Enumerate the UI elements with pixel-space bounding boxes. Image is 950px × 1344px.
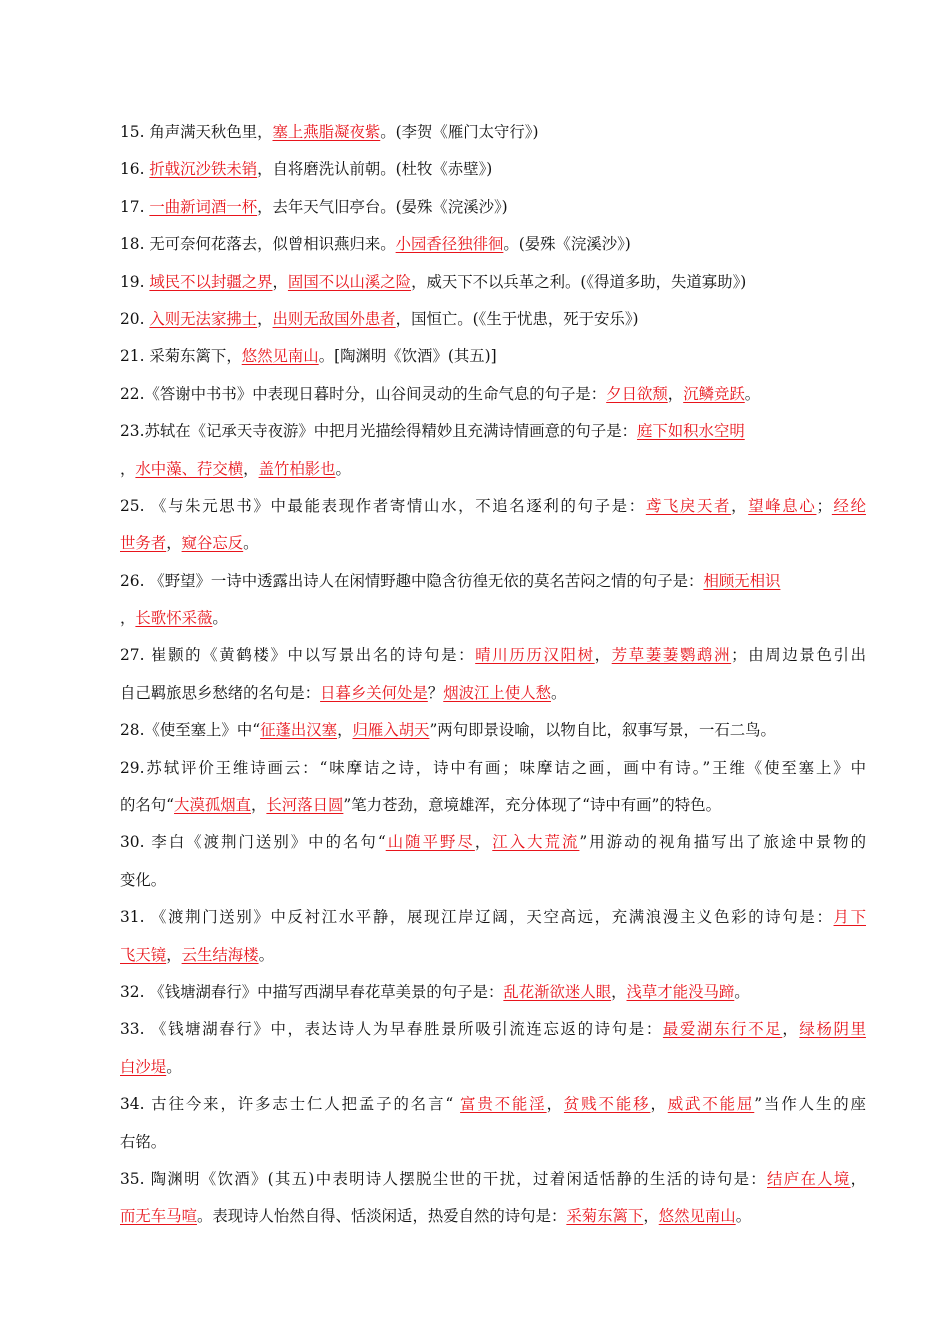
answer-text: 悠然见南山 <box>658 1207 736 1226</box>
text-line <box>120 675 866 712</box>
body-text: 变化。 <box>120 870 167 889</box>
body-text: ，国恒亡。(《生于忧患，死于安乐》) <box>395 309 639 328</box>
body-text: 的名句“ <box>120 796 175 815</box>
answer-text: 入则无法家拂士 <box>149 309 258 328</box>
body-text: 22.《答谢中书书》中表现日暮时分，山谷间灵动的生命气息的句子是： <box>120 384 607 403</box>
answer-text: 窥谷忘反 <box>181 534 244 553</box>
body-text: ，威天下不以兵革之利。(《得道多助，失道寡助》) <box>411 272 747 291</box>
answer-text: 折戟沉沙铁未销 <box>149 160 258 179</box>
answer-text: 白沙堤 <box>120 1057 167 1076</box>
answer-text: 沉鳞竞跃 <box>683 384 745 403</box>
answer-text: 乱花渐欲迷人眼 <box>503 982 612 1001</box>
answer-text: 出则无敌国外患者 <box>272 309 396 328</box>
text-line <box>120 114 866 151</box>
body-text: 23.苏轼在《记承天寺夜游》中把月光描绘得精妙且充满诗情画意的句子是： <box>120 422 637 441</box>
body-text: ”笔力苍劲，意境雄浑，充分体现了“诗中有画”的特色。 <box>343 796 721 815</box>
answer-text: 长河落日圆 <box>266 796 344 815</box>
body-text: 30. 李白《渡荆门送别》中的名句“ <box>120 833 386 852</box>
answer-text: 相顾无相识 <box>703 571 781 590</box>
answer-text: 水中藻、荇交横 <box>135 459 244 478</box>
answer-text: 鸢飞戾天者 <box>645 496 732 515</box>
text-line <box>120 1198 866 1235</box>
body-text: 32. 《钱塘湖春行》中描写西湖早春花草美景的句子是： <box>120 982 504 1001</box>
body-text: ，自将磨洗认前朝。(杜牧《赤壁》) <box>257 160 493 179</box>
body-text: 。 <box>335 459 351 478</box>
body-text: ， <box>120 609 136 628</box>
answer-text: 征蓬出汉塞 <box>260 721 338 740</box>
body-text: 17. <box>120 197 150 216</box>
body-text: ”两句即景设喻，以物自比，叙事写景，一石二鸟。 <box>429 721 776 740</box>
answer-text: 飞天镜 <box>120 945 167 964</box>
body-text: 19. <box>120 272 150 291</box>
body-text: 26. 《野望》一诗中透露出诗人在闲情野趣中隐含彷徨无依的莫名苦闷之情的句子是： <box>120 571 704 590</box>
answer-text: 夕日欲颓 <box>606 384 668 403</box>
text-line <box>120 712 866 749</box>
body-text: 18. 无可奈何花落去，似曾相识燕归来。 <box>120 235 396 254</box>
body-text: ， <box>731 496 749 515</box>
answer-text: 采菊东篱下 <box>566 1207 644 1226</box>
text-line <box>120 937 866 974</box>
body-text: 28.《使至塞上》中“ <box>120 721 261 740</box>
answer-text: 经纶 <box>831 496 866 515</box>
body-text: 。[陶渊明《饮酒》(其五)] <box>318 347 497 366</box>
text-line <box>120 750 866 787</box>
answer-text: 结庐在人境 <box>767 1169 851 1188</box>
answer-text: 浅草才能没马蹄 <box>626 982 735 1001</box>
answer-text: 云生结海楼 <box>181 945 259 964</box>
answer-text: 归雁入胡天 <box>352 721 430 740</box>
body-text: ， <box>166 534 182 553</box>
body-text: ， <box>546 1095 564 1114</box>
answer-text: 庭下如积水空明 <box>636 422 745 441</box>
answer-text: 望峰息心 <box>748 496 817 515</box>
body-text: ；由周边景色引出 <box>731 646 866 665</box>
text-line <box>120 451 866 488</box>
body-text: 。(李贺《雁门太守行》) <box>380 123 539 141</box>
text-line <box>120 264 866 301</box>
body-text: 。 <box>243 534 259 553</box>
answer-text: 小园香径独徘徊 <box>395 235 504 254</box>
body-text: ，去年天气旧亭台。(晏殊《浣溪沙》) <box>257 197 508 216</box>
body-text: ， <box>272 272 288 291</box>
body-text: 35. 陶渊明《饮酒》(其五)中表明诗人摆脱尘世的干扰，过着闲适恬静的生活的诗句是： <box>120 1169 768 1188</box>
answer-text: 域民不以封疆之界 <box>149 272 273 291</box>
text-line <box>120 563 866 600</box>
body-text: ， <box>243 459 259 478</box>
body-text: 27. 崔颢的《黄鹤楼》中以写景出名的诗句是： <box>120 646 476 665</box>
text-line <box>120 637 866 674</box>
body-text: 。 <box>735 1207 752 1226</box>
text-line <box>120 1124 866 1161</box>
document-body <box>120 114 866 1236</box>
answer-text: 富贵不能淫 <box>460 1095 547 1114</box>
text-line <box>120 600 866 637</box>
text-line <box>120 525 866 562</box>
body-text: ， <box>643 1207 659 1226</box>
body-text: ， <box>594 646 612 665</box>
answer-text: 月下 <box>833 908 866 927</box>
body-text: ， <box>782 1020 800 1039</box>
body-text: ， <box>120 459 136 478</box>
answer-text: 而无车马喧 <box>120 1207 197 1226</box>
answer-text: 绿杨阴里 <box>799 1020 866 1039</box>
body-text: ， <box>474 833 493 852</box>
text-line <box>120 413 866 450</box>
body-text: ； <box>816 496 832 515</box>
text-line <box>120 1086 866 1123</box>
text-line <box>120 226 866 263</box>
answer-text: 一曲新词酒一杯 <box>149 197 258 216</box>
body-text: 29.苏轼评价王维诗画云：“味摩诘之诗，诗中有画；味摩诘之画，画中有诗。”王维《使至塞上》中 <box>120 758 866 777</box>
answer-text: 大漠孤烟直 <box>174 796 252 815</box>
body-text: 。 <box>551 683 567 702</box>
body-text: 。 <box>744 384 761 403</box>
body-text: ？ <box>427 683 444 702</box>
text-line <box>120 787 866 824</box>
body-text: 25. 《与朱元思书》中最能表现作者寄情山水，不追名逐利的句子是： <box>120 496 646 515</box>
body-text: ， <box>667 384 684 403</box>
body-text: ， <box>611 982 627 1001</box>
body-text: ， <box>251 796 267 815</box>
text-line <box>120 824 866 861</box>
body-text: ， <box>257 309 273 328</box>
answer-text: 贫贱不能移 <box>563 1095 651 1114</box>
body-text: ”用游动的视角描写出了旅途中景物的 <box>579 833 866 852</box>
text-line <box>120 301 866 338</box>
text-line <box>120 1049 866 1086</box>
text-line <box>120 974 866 1011</box>
body-text: 。(晏殊《浣溪沙》) <box>503 235 631 254</box>
text-line <box>120 1011 866 1048</box>
body-text: 16. <box>120 160 150 179</box>
text-line <box>120 488 866 525</box>
body-text: 。 <box>734 982 750 1001</box>
text-line <box>120 862 866 899</box>
body-text: ”当作人生的座 <box>754 1095 866 1114</box>
text-line <box>120 189 866 226</box>
answer-text: 世务者 <box>120 534 167 553</box>
answer-text: 威武不能屈 <box>667 1095 755 1114</box>
body-text: ， <box>650 1095 668 1114</box>
answer-text: 最爱湖东行不足 <box>662 1020 783 1039</box>
body-text: ， <box>337 721 353 740</box>
body-text: 。 <box>258 945 274 964</box>
body-text: 31. 《渡荆门送别》中反衬江水平静，展现江岸辽阔，天空高远，充满浪漫主义色彩的诗句是： <box>120 908 834 927</box>
body-text: 20. <box>120 309 150 328</box>
answer-text: 芳草萋萋鹦鹉洲 <box>611 646 732 665</box>
answer-text: 烟波江上使人愁 <box>443 683 551 702</box>
text-line <box>120 1161 866 1198</box>
body-text: ， <box>166 945 182 964</box>
text-line <box>120 899 866 936</box>
text-line <box>120 338 866 375</box>
text-line <box>120 376 866 413</box>
body-text: 15. 角声满天秋色里， <box>120 123 273 141</box>
text-line <box>120 151 866 188</box>
answer-text: 晴川历历汉阳树 <box>475 646 595 665</box>
body-text: 。 <box>166 1057 182 1076</box>
answer-text: 固国不以山溪之险 <box>287 272 412 291</box>
body-text: 右铭。 <box>120 1132 167 1151</box>
body-text: 33. 《钱塘湖春行》中，表达诗人为早春胜景所吸引流连忘返的诗句是： <box>120 1020 663 1039</box>
answer-text: 长歌怀采薇 <box>135 609 213 628</box>
body-text: ， <box>850 1169 866 1188</box>
body-text: 34. 古往今来，许多志士仁人把孟子的名言“ <box>120 1095 461 1114</box>
answer-text: 山随平野尽 <box>385 833 475 852</box>
answer-text: 悠然见南山 <box>241 347 319 366</box>
answer-text: 日暮乡关何处是 <box>320 683 428 702</box>
body-text: 。表现诗人怡然自得、恬淡闲适，热爱自然的诗句是： <box>196 1207 567 1226</box>
answer-text: 江入大荒流 <box>492 833 580 852</box>
body-text: 。 <box>212 609 228 628</box>
answer-text: 塞上燕脂凝夜紫 <box>272 123 381 141</box>
body-text: 自己羁旅思乡愁绪的名句是： <box>120 683 321 702</box>
body-text: 21. 采菊东篱下， <box>120 347 242 366</box>
answer-text: 盖竹柏影也 <box>258 459 336 478</box>
